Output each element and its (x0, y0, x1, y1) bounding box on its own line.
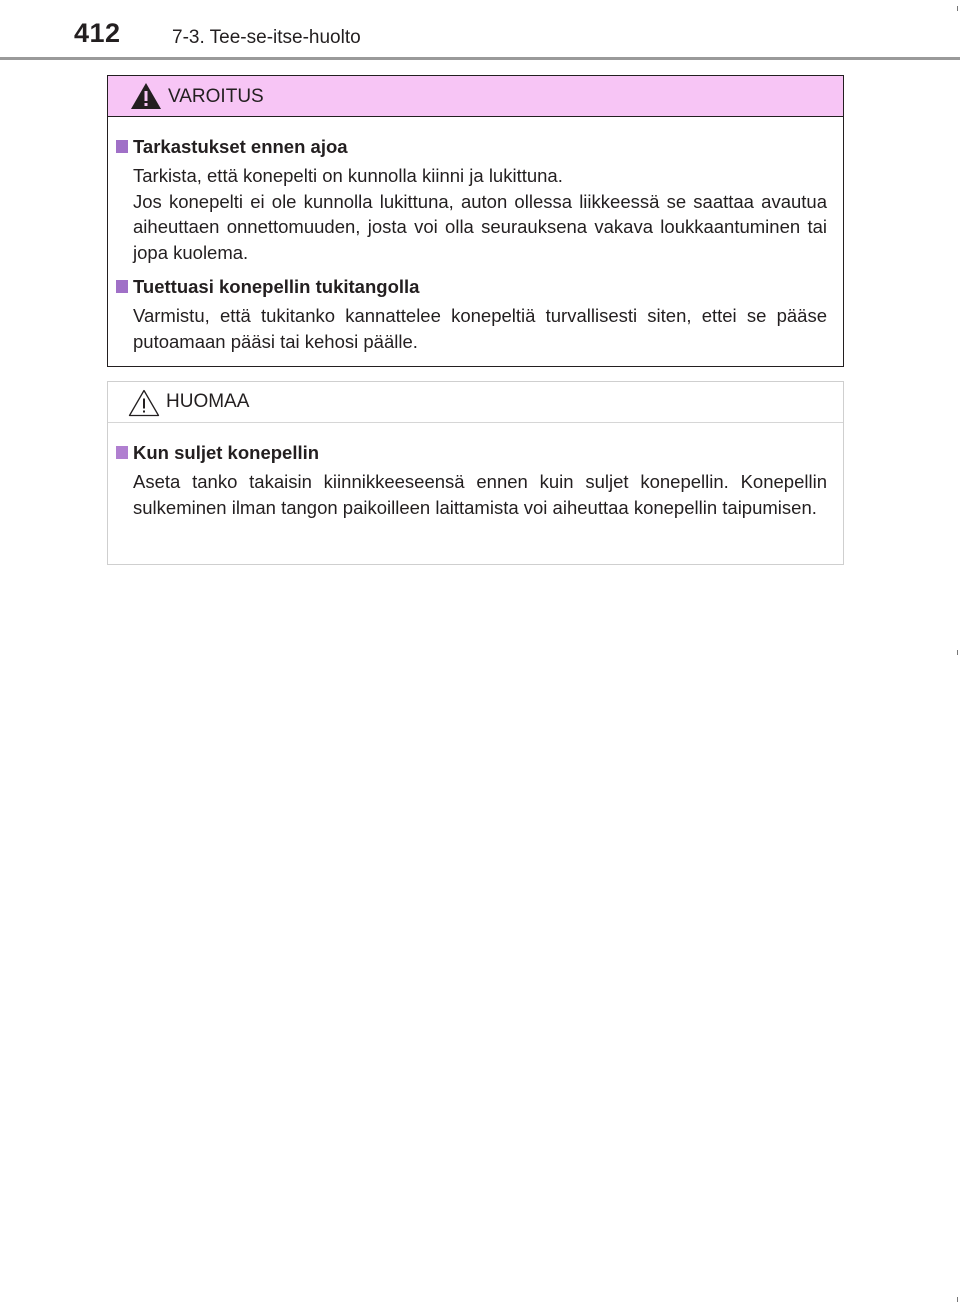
caution-triangle-outline-icon (128, 389, 160, 417)
notice-box (107, 381, 844, 565)
header-rule (0, 57, 960, 60)
warning-item (113, 135, 827, 265)
warning-box (107, 75, 844, 367)
warning-paragraph: Varmistu, että tukitanko kannattelee konepeltiä turvallisesti siten, ettei se pääse putoamaan pääsi tai kehosi päälle. (133, 305, 827, 352)
warning-label: VAROITUS (168, 86, 264, 107)
warning-item-text (113, 303, 827, 354)
notice-box-header (108, 382, 843, 423)
notice-item-text (113, 469, 827, 520)
section-title: 7-3. Tee-se-itse-huolto (172, 27, 361, 48)
notice-box-body (108, 423, 843, 520)
warning-paragraph: Tarkista, että konepelti on kunnolla kiinni ja lukittuna. (133, 165, 563, 186)
warning-item (113, 275, 827, 354)
notice-item-title (113, 441, 827, 465)
warning-item-title-text: Tuettuasi konepellin tukitangolla (133, 276, 420, 297)
crop-mark (957, 6, 958, 11)
warning-paragraph: Jos konepelti ei ole kunnolla lukittuna, auton ollessa liikkeessä se saattaa avautua aiheuttaen onnettomuuden, josta voi olla seurauksena vakava loukkaantuminen tai jopa kuolema. (133, 190, 827, 263)
warning-item-text (113, 163, 827, 265)
warning-box-header (108, 76, 843, 117)
warning-triangle-filled-icon (130, 82, 162, 110)
notice-paragraph: Aseta tanko takaisin kiinnikkeeseensä ennen kuin suljet konepellin. Konepellin sulkeminen ilman tangon paikoilleen laittamista voi aiheuttaa konepellin taipumisen. (133, 471, 827, 518)
square-bullet-icon (116, 140, 128, 153)
square-bullet-icon (116, 280, 128, 293)
warning-item-title (113, 135, 827, 159)
page-number: 412 (74, 18, 121, 48)
crop-mark (957, 1297, 958, 1302)
warning-box-body (108, 117, 843, 354)
crop-mark (957, 650, 958, 655)
square-bullet-icon (116, 446, 128, 459)
notice-label: HUOMAA (166, 391, 250, 412)
notice-item-title-text: Kun suljet konepellin (133, 442, 320, 463)
notice-item (113, 441, 827, 520)
warning-item-title (113, 275, 827, 299)
warning-item-title-text: Tarkastukset ennen ajoa (133, 136, 348, 157)
